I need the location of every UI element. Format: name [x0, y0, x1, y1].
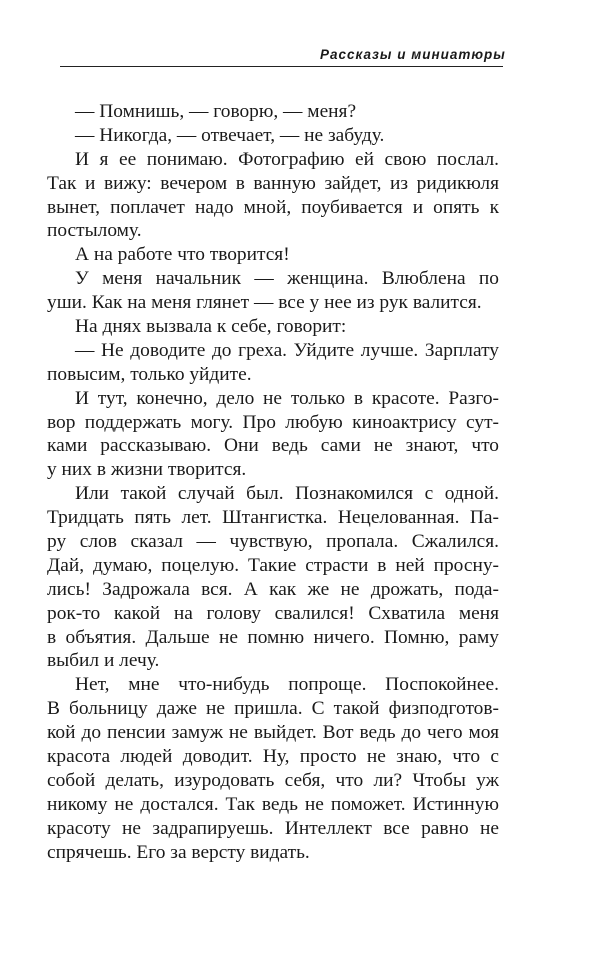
text-line: спрячешь. Его за версту видать. — [47, 841, 310, 863]
text-line: собой делать, изуродовать себя, что ли? Чтобы уж — [47, 769, 499, 791]
text-line: постылому. — [47, 220, 142, 242]
text-line: — Не доводите до греха. Уйдите лучше. Зарплату — [75, 339, 499, 361]
text-line: красоту не задрапируешь. Интеллект все равно не — [47, 817, 499, 839]
text-line: У меня начальник — женщина. Влюблена по — [75, 268, 499, 290]
text-line: Тридцать пять лет. Штангистка. Нецелованная. Па- — [47, 507, 499, 529]
text-line: А на работе что творится! — [75, 244, 290, 266]
text-line: вынет, поплачет надо мной, поубивается и опять к — [47, 196, 499, 218]
text-line: ру слов сказал — чувствую, пропала. Сжалился. — [47, 531, 499, 553]
running-header: Рассказы и миниатюры — [320, 47, 506, 62]
text-line: Нет, мне что-нибудь попроще. Поспокойнее. — [75, 674, 499, 696]
text-line: На днях вызвала к себе, говорит: — [75, 316, 347, 338]
text-line: выбил и лечу. — [47, 650, 160, 672]
text-line: — Никогда, — отвечает, — не забуду. — [75, 124, 385, 146]
text-line: Или такой случай был. Познакомился с одной. — [75, 483, 499, 505]
text-line: И я ее понимаю. Фотографию ей свою послал. — [75, 148, 499, 170]
text-line: у них в жизни творится. — [47, 459, 247, 481]
text-line: Так и вижу: вечером в ванную зайдет, из ридикюля — [47, 172, 499, 194]
text-line: И тут, конечно, дело не только в красоте. Разго- — [75, 387, 499, 409]
text-line: рок-то какой на голову свалился! Схватила меня — [47, 602, 499, 624]
text-line: в объятия. Дальше не помню ничего. Помню, раму — [47, 626, 499, 648]
text-line: повысим, только уйдите. — [47, 363, 252, 385]
text-line: ками рассказываю. Они ведь сами не знают, что — [47, 435, 499, 457]
text-line: лись! Задрожала вся. А как же не дрожать, пода- — [47, 578, 499, 600]
text-line: Дай, думаю, поцелую. Такие страсти в ней просну- — [47, 554, 499, 576]
text-line: вор поддержать могу. Про любую киноактрису сут- — [47, 411, 499, 433]
text-line: никому не достался. Так ведь не поможет. Истинную — [47, 793, 499, 815]
text-line: красота людей доводит. Ну, просто не знаю, что с — [47, 746, 499, 768]
text-line: уши. Как на меня глянет — все у нее из рук валится. — [47, 292, 482, 314]
header-rule — [60, 66, 503, 67]
text-line: — Помнишь, — говорю, — меня? — [75, 101, 357, 122]
text-line: кой до пенсии замуж не выйдет. Вот ведь до чего моя — [47, 722, 499, 744]
text-line: В больницу даже не пришла. С такой физподготов- — [47, 698, 499, 720]
body-text — [47, 100, 499, 865]
